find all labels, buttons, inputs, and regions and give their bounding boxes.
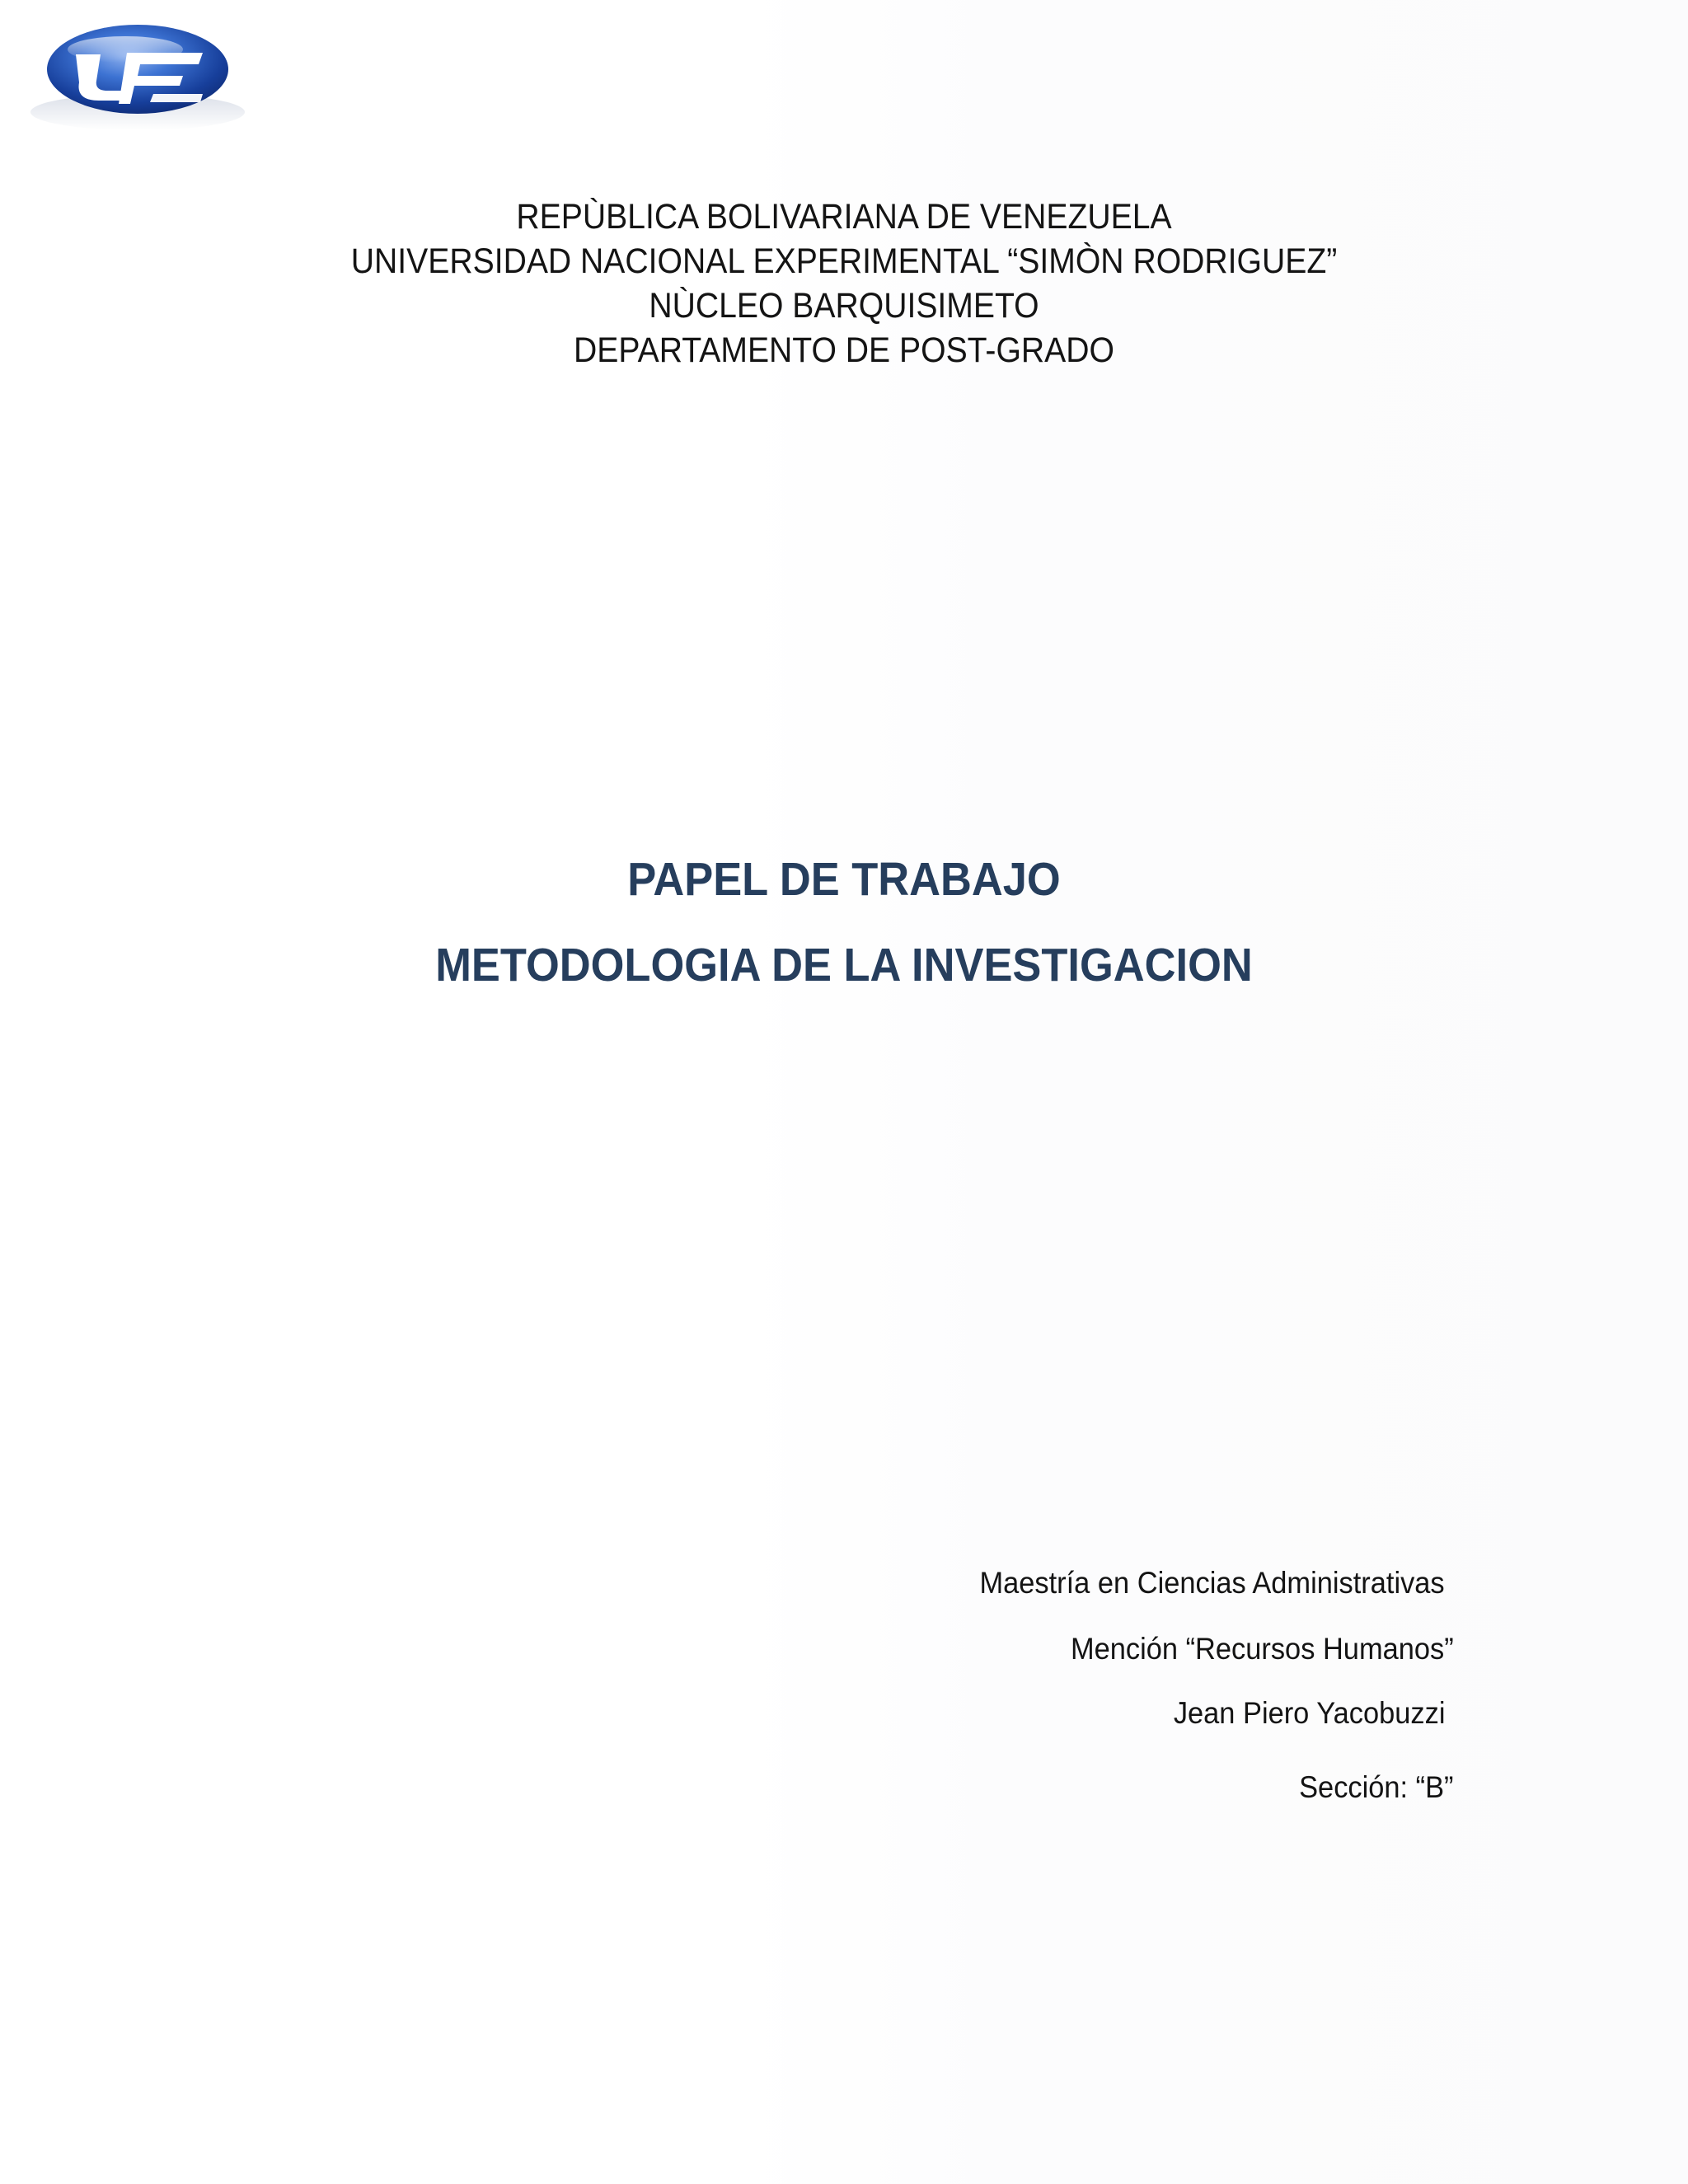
header-line-department: DEPARTAMENTO DE POST-GRADO xyxy=(574,330,1114,370)
author-name: Jean Piero Yacobuzzi xyxy=(1173,1696,1445,1730)
title-line-paper: PAPEL DE TRABAJO xyxy=(627,853,1061,906)
header-line-university: UNIVERSIDAD NACIONAL EXPERIMENTAL “SIMÒN RODRIGUEZ” xyxy=(350,241,1338,281)
institution-header xyxy=(76,194,1612,373)
mention-name: Mención “Recursos Humanos” xyxy=(1071,1632,1454,1666)
university-logo-icon xyxy=(18,15,265,151)
title-line-subject: METODOLOGIA DE LA INVESTIGACION xyxy=(435,939,1253,991)
document-title xyxy=(68,851,1620,994)
section-label: Sección: “B” xyxy=(1299,1770,1454,1804)
header-line-nucleus: NÙCLEO BARQUISIMETO xyxy=(649,286,1039,326)
program-name: Maestría en Ciencias Administrativas xyxy=(979,1566,1445,1600)
header-line-republic: REPÙBLICA BOLIVARIANA DE VENEZUELA xyxy=(516,197,1172,237)
